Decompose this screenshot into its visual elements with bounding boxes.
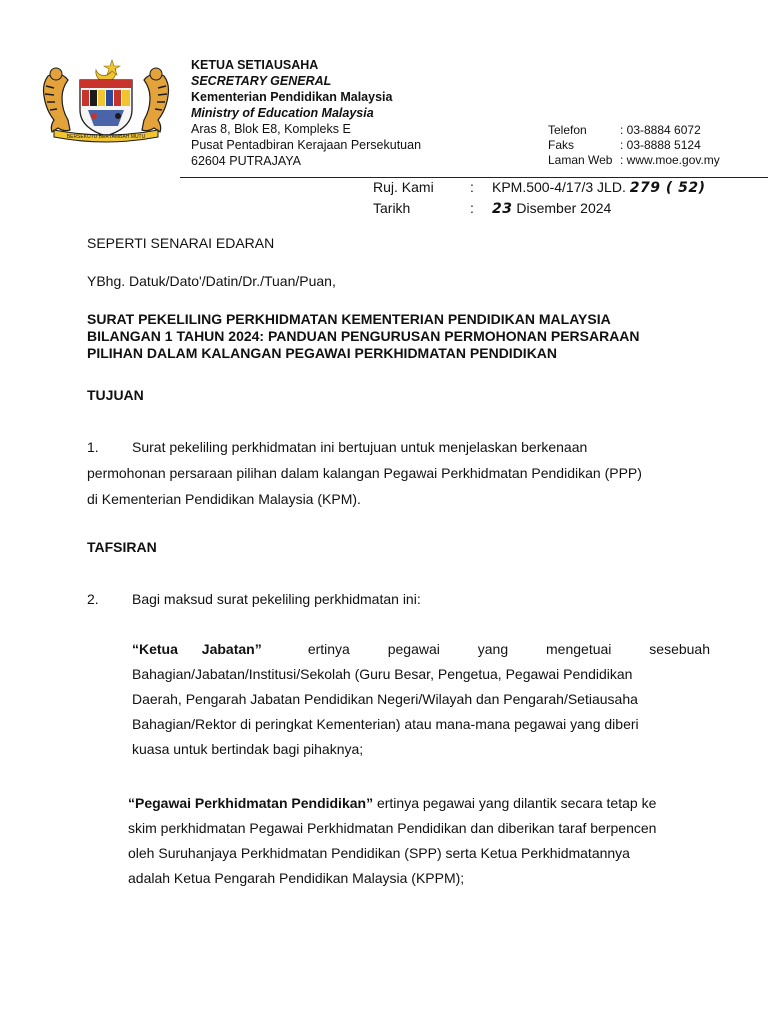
recipient: SEPERTI SENARAI EDARAN: [87, 235, 275, 251]
definition-line: oleh Suruhanjaya Perkhidmatan Pendidikan (SPP) serta Ketua Perkhidmatannya: [128, 845, 630, 861]
definition-line: kuasa untuk bertindak bagi pihaknya;: [132, 741, 364, 757]
handwritten-day: 23: [492, 201, 513, 217]
contact-label: Laman Web: [548, 153, 613, 167]
definition-line: Daerah, Pengarah Jabatan Pendidikan Negeri/Wilayah dan Pengarah/Setiausaha: [132, 691, 638, 707]
subject-line: [87, 328, 709, 345]
date-label: Tarikh: [373, 200, 411, 216]
contact-row-web: [548, 153, 720, 168]
paragraph-1-first: [132, 437, 710, 457]
section-heading-tafsiran: TAFSIRAN: [87, 539, 157, 555]
paragraph-line: [132, 437, 710, 457]
reference-colon: :: [470, 179, 474, 195]
definition-1-first-line: [132, 639, 710, 659]
address-line: 62604 PUTRAJAYA: [191, 154, 302, 168]
contact-label: Telefon: [548, 123, 587, 137]
reference-number: KPM.500-4/17/3 JLD.: [492, 179, 626, 195]
crest-motto: BERSEKUTU BERTAMBAH MUTU: [66, 134, 146, 140]
contact-value: : 03-8888 5124: [620, 138, 701, 152]
definition-term: “Pegawai Perkhidmatan Pendidikan”: [128, 795, 374, 811]
reference-value: [492, 177, 706, 198]
date-row: [373, 198, 706, 219]
ministry-name: Kementerian Pendidikan Malaysia: [191, 90, 393, 104]
definition-line: Bahagian/Rektor di peringkat Kementerian) atau mana-mana pegawai yang diberi: [132, 716, 639, 732]
sender-title: KETUA SETIAUSAHA: [191, 58, 319, 72]
subject-line: [87, 345, 709, 362]
date-month-year: Disember 2024: [516, 200, 612, 216]
section-heading-tujuan: TUJUAN: [87, 387, 144, 403]
contact-value: : www.moe.gov.my: [620, 153, 720, 167]
definition-term: “Ketua Jabatan”: [132, 641, 262, 657]
paragraph-number: 2.: [87, 591, 99, 607]
paragraph-line: di Kementerian Pendidikan Malaysia (KPM).: [87, 491, 361, 507]
definition-2-first-line: [128, 793, 656, 813]
paragraph-number: 1.: [87, 439, 99, 455]
contact-row-phone: [548, 123, 720, 138]
reference-block: [373, 177, 706, 219]
subject-heading: [87, 311, 709, 362]
subject-line-text: BILANGAN 1 TAHUN 2024: PANDUAN PENGURUSAN PERMOHONAN PERSARAAN: [87, 328, 640, 344]
reference-label: Ruj. Kami: [373, 179, 434, 195]
sender-block: [191, 57, 421, 169]
ministry-name-en: Ministry of Education Malaysia: [191, 106, 374, 120]
contact-block: [548, 123, 720, 168]
handwritten-reference: 279 ( 52): [629, 180, 706, 196]
paragraph-line-text: Surat pekeliling perkhidmatan ini bertujuan untuk menjelaskan berkenaan: [132, 439, 588, 455]
definition-line: adalah Ketua Pengarah Pendidikan Malaysia (KPPM);: [128, 870, 465, 886]
contact-value: : 03-8884 6072: [620, 123, 701, 137]
subject-line: [87, 311, 709, 328]
malaysia-coat-of-arms-icon: [36, 56, 176, 144]
paragraph-2-text: Bagi maksud surat pekeliling perkhidmatan ini:: [132, 591, 421, 607]
definition-line: Bahagian/Jabatan/Institusi/Sekolah (Guru Besar, Pengetua, Pegawai Pendidikan: [132, 666, 633, 682]
paragraph-line: permohonan persaraan pilihan dalam kalangan Pegawai Perkhidmatan Pendidikan (PPP): [87, 465, 642, 481]
contact-label: Faks: [548, 138, 575, 152]
contact-row-fax: [548, 138, 720, 153]
address-line: Aras 8, Blok E8, Kompleks E: [191, 122, 351, 136]
definition-text: ertinya pegawai yang dilantik secara tetap ke: [376, 795, 657, 811]
subject-line-text: PILIHAN DALAM KALANGAN PEGAWAI PERKHIDMATAN PENDIDIKAN: [87, 345, 558, 361]
salutation: YBhg. Datuk/Dato'/Datin/Dr./Tuan/Puan,: [87, 273, 336, 289]
definition-text: ertinya pegawai yang mengetuai sesebuah: [307, 641, 710, 657]
address-line: Pusat Pentadbiran Kerajaan Persekutuan: [191, 138, 422, 152]
subject-line-text: SURAT PEKELILING PERKHIDMATAN KEMENTERIAN PENDIDIKAN MALAYSIA: [87, 311, 611, 327]
reference-row: [373, 177, 706, 198]
date-colon: :: [470, 200, 474, 216]
sender-title-en: SECRETARY GENERAL: [191, 74, 332, 88]
definition-line: skim perkhidmatan Pegawai Perkhidmatan Pendidikan dan diberikan taraf berpencen: [128, 820, 657, 836]
date-value: [492, 198, 611, 219]
